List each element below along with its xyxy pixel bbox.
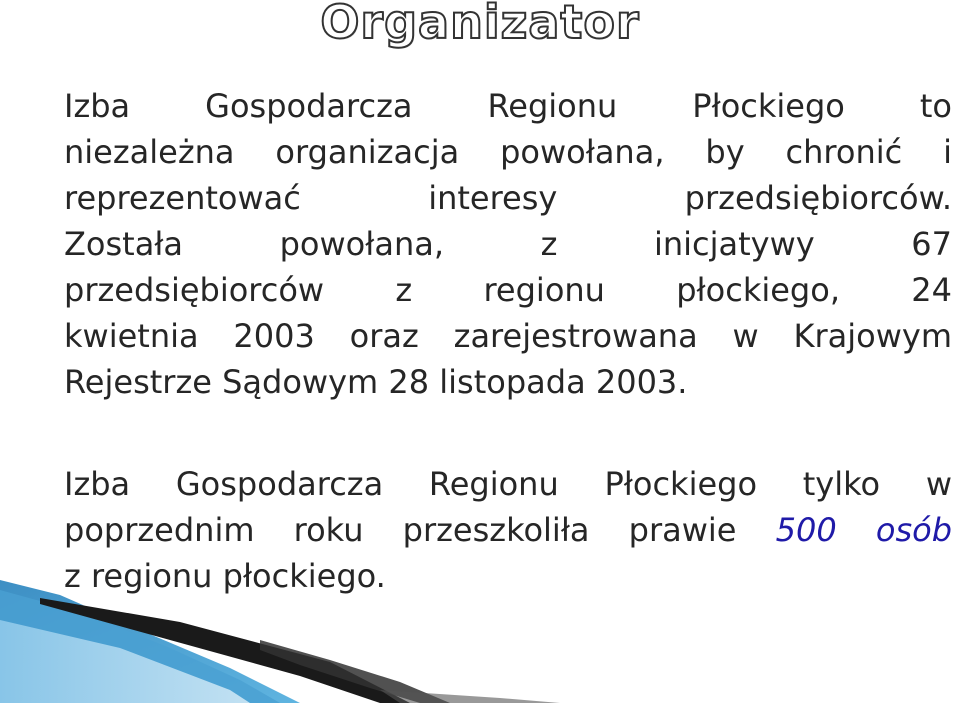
paragraph-line: niezależna organizacja powołana, by chronić i — [64, 133, 952, 171]
paragraph-line: reprezentować interesy przedsiębiorców. — [64, 179, 952, 217]
paragraph-line: Została powołana, z inicjatywy 67 — [64, 225, 952, 263]
paragraph-training — [64, 461, 952, 599]
paragraph-intro — [64, 83, 952, 405]
slide-title: Organizator — [320, 0, 640, 49]
paragraph-line: Izba Gospodarcza Regionu Płockiego tylko w — [64, 465, 952, 503]
paragraph-text: poprzednim roku przeszkoliła prawie — [64, 511, 776, 549]
paragraph-line: Rejestrze Sądowym 28 listopada 2003. — [64, 363, 688, 401]
highlight-count: 500 osób — [775, 511, 953, 549]
paragraph-line: Izba Gospodarcza Regionu Płockiego to — [64, 87, 952, 125]
paragraph-line: z regionu płockiego. — [64, 557, 386, 595]
paragraph-line: kwietnia 2003 oraz zarejestrowana w Krajowym — [64, 317, 952, 355]
paragraph-line — [64, 507, 952, 553]
paragraph-line: przedsiębiorców z regionu płockiego, 24 — [64, 271, 952, 309]
